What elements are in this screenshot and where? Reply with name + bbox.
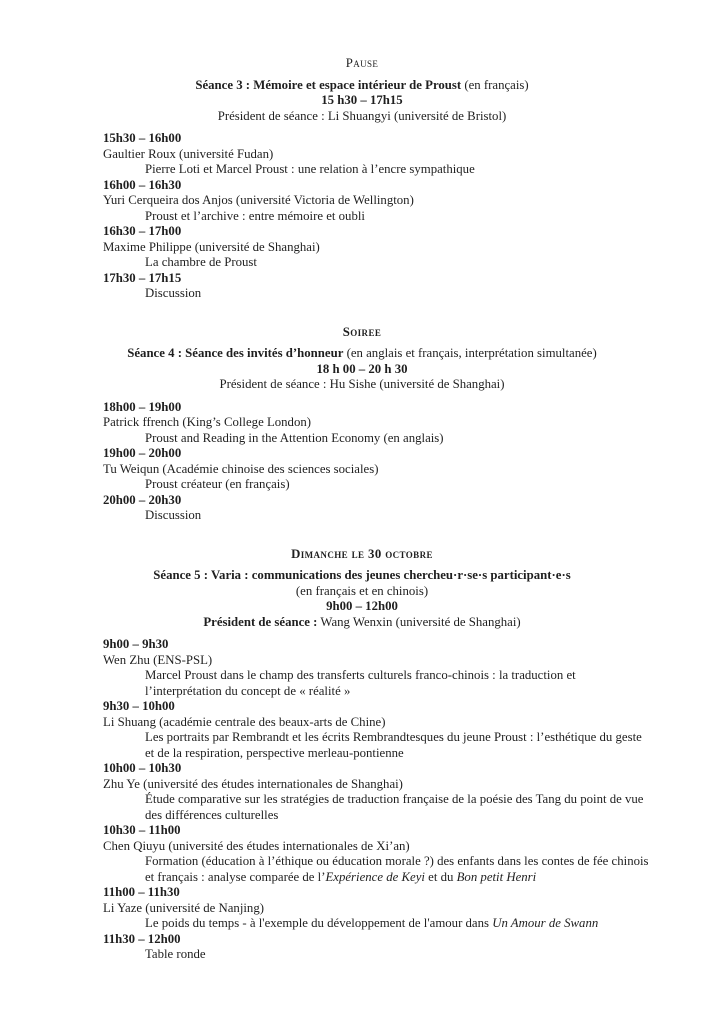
item-time: 9h30 – 10h00 bbox=[103, 699, 175, 713]
item-speaker: Wen Zhu (ENS-PSL) bbox=[103, 652, 213, 667]
item-speaker: Gaultier Roux (université Fudan) bbox=[103, 146, 274, 161]
item-title-line bbox=[145, 255, 704, 271]
schedule-item bbox=[103, 224, 704, 271]
item-time: 17h30 – 17h15 bbox=[103, 270, 182, 285]
item-title-line bbox=[145, 668, 704, 684]
schedule-item bbox=[103, 699, 704, 761]
item-title-line bbox=[145, 286, 704, 302]
schedule-list bbox=[103, 637, 704, 963]
item-title-segment: Un Amour de Swann bbox=[492, 916, 599, 930]
item-title-segment: Discussion bbox=[145, 508, 202, 522]
item-title-line bbox=[145, 808, 704, 824]
schedule-item bbox=[103, 637, 704, 699]
schedule-item bbox=[103, 400, 704, 447]
item-time: 10h30 – 11h00 bbox=[103, 823, 181, 837]
item-title-segment: Proust et l’archive : entre mémoire et oubli bbox=[145, 208, 365, 223]
item-title-line bbox=[145, 508, 704, 524]
session-header bbox=[0, 346, 724, 393]
session-president-segment: Président de séance : Hu Sishe (université de Shanghai) bbox=[219, 377, 505, 391]
schedule-list bbox=[103, 131, 704, 302]
schedule-item bbox=[103, 131, 704, 178]
item-title-segment: Proust créateur (en français) bbox=[145, 477, 290, 491]
item-title-segment: et du bbox=[424, 869, 457, 884]
session-president bbox=[0, 615, 724, 631]
item-speaker: Patrick ffrench (King’s College London) bbox=[103, 415, 312, 429]
item-title-line bbox=[145, 730, 704, 746]
item-title-line bbox=[145, 947, 704, 963]
session-title-segment: (en français) bbox=[461, 77, 529, 92]
item-title-line bbox=[145, 684, 704, 700]
item-title-line bbox=[145, 162, 704, 178]
item-title-line bbox=[145, 854, 704, 870]
item-title-segment: Proust and Reading in the Attention Economy (en anglais) bbox=[145, 430, 444, 445]
session-title-segment: Séance 5 : Varia : communications des jeunes chercheu·r·se·s participant·e·s bbox=[153, 568, 571, 582]
item-title-line bbox=[145, 870, 704, 886]
item-speaker: Yuri Cerqueira dos Anjos (université Victoria de Wellington) bbox=[103, 193, 414, 207]
item-title-line bbox=[145, 209, 704, 225]
item-time: 19h00 – 20h00 bbox=[103, 446, 182, 460]
session-president bbox=[0, 109, 724, 125]
item-title-segment: Table ronde bbox=[145, 947, 206, 961]
item-time: 20h00 – 20h30 bbox=[103, 492, 182, 507]
schedule-list bbox=[103, 400, 704, 524]
item-title-line bbox=[145, 792, 704, 808]
item-title-segment: Marcel Proust dans le champ des transferts culturels franco-chinois : la traduction et bbox=[145, 668, 576, 682]
item-title-segment: Les portraits par Rembrandt et les écrits Rembrandtesques du jeune Proust : l’esthétique du geste bbox=[145, 730, 642, 744]
schedule-item bbox=[103, 885, 704, 932]
item-time: 9h00 – 9h30 bbox=[103, 637, 169, 651]
item-speaker: Li Yaze (université de Nanjing) bbox=[103, 900, 264, 915]
schedule-item bbox=[103, 178, 704, 225]
item-title-segment: l’interprétation du concept de « réalité » bbox=[145, 683, 351, 698]
break-heading: Pause bbox=[345, 56, 379, 70]
session-president bbox=[0, 377, 724, 393]
session-header bbox=[0, 78, 724, 125]
session-subtitle: (en français et en chinois) bbox=[295, 583, 429, 598]
item-speaker: Maxime Philippe (université de Shanghai) bbox=[103, 239, 320, 254]
session-title bbox=[0, 78, 724, 94]
item-title-segment: La chambre de Proust bbox=[145, 255, 257, 269]
program-content bbox=[0, 56, 724, 963]
break-heading: Soiree bbox=[342, 324, 382, 339]
item-title-segment: et français : analyse comparée de l’ bbox=[145, 869, 326, 884]
item-time: 11h00 – 11h30 bbox=[103, 885, 180, 899]
session-president-segment: Wang Wenxin (université de Shanghai) bbox=[317, 614, 521, 629]
schedule-item bbox=[103, 446, 704, 493]
item-title-segment: des différences culturelles bbox=[145, 807, 279, 822]
item-speaker: Zhu Ye (université des études internationales de Shanghai) bbox=[103, 776, 403, 791]
session-time: 9h00 – 12h00 bbox=[326, 599, 398, 613]
session-header bbox=[0, 568, 724, 630]
item-title-line bbox=[145, 477, 704, 493]
session-president-segment: Président de séance : bbox=[203, 614, 318, 629]
item-title-segment: Discussion bbox=[145, 286, 202, 300]
schedule-item bbox=[103, 932, 704, 963]
session-title-segment: (en anglais et français, interprétation simultanée) bbox=[343, 346, 597, 360]
session-time: 18 h 00 – 20 h 30 bbox=[316, 361, 408, 376]
session-title-segment: Séance 3 : Mémoire et espace intérieur de Proust bbox=[195, 77, 462, 92]
item-time: 16h30 – 17h00 bbox=[103, 224, 182, 238]
session-title-segment: Séance 4 : Séance des invités d’honneur bbox=[127, 346, 344, 360]
item-title-line bbox=[145, 916, 704, 932]
item-title-line bbox=[145, 431, 704, 447]
break-heading: Dimanche le 30 octobre bbox=[291, 546, 433, 561]
session-president-segment: Président de séance : Li Shuangyi (université de Bristol) bbox=[217, 108, 507, 123]
item-time: 11h30 – 12h00 bbox=[103, 931, 181, 946]
session-title bbox=[0, 568, 724, 584]
item-time: 18h00 – 19h00 bbox=[103, 399, 182, 414]
item-title-segment: Bon petit Henri bbox=[456, 869, 537, 884]
item-speaker: Chen Qiuyu (université des études internationales de Xi’an) bbox=[103, 838, 410, 853]
item-title-segment: Expérience de Keyi bbox=[325, 869, 425, 884]
item-time: 10h00 – 10h30 bbox=[103, 761, 182, 775]
item-title-segment: Pierre Loti et Marcel Proust : une relation à l’encre sympathique bbox=[145, 162, 475, 176]
session-title bbox=[0, 346, 724, 362]
item-title-segment: Formation (éducation à l’éthique ou éducation morale ?) des enfants dans les contes de fée chinois bbox=[145, 854, 649, 868]
item-title-segment: Le poids du temps - à l'exemple du développement de l'amour dans bbox=[145, 916, 493, 930]
item-time: 16h00 – 16h30 bbox=[103, 177, 182, 192]
schedule-item bbox=[103, 271, 704, 302]
item-speaker: Tu Weiqun (Académie chinoise des sciences sociales) bbox=[103, 461, 379, 476]
schedule-item bbox=[103, 761, 704, 823]
item-time: 15h30 – 16h00 bbox=[103, 131, 182, 145]
schedule-item bbox=[103, 493, 704, 524]
item-title-segment: Étude comparative sur les stratégies de traduction française de la poésie des Tang du point de vue bbox=[145, 792, 644, 806]
schedule-item bbox=[103, 823, 704, 885]
item-speaker: Li Shuang (académie centrale des beaux-arts de Chine) bbox=[103, 714, 386, 729]
item-title-line bbox=[145, 746, 704, 762]
session-time: 15 h30 – 17h15 bbox=[321, 93, 403, 107]
item-title-segment: et de la respiration, perspective merleau-pontienne bbox=[145, 745, 404, 760]
